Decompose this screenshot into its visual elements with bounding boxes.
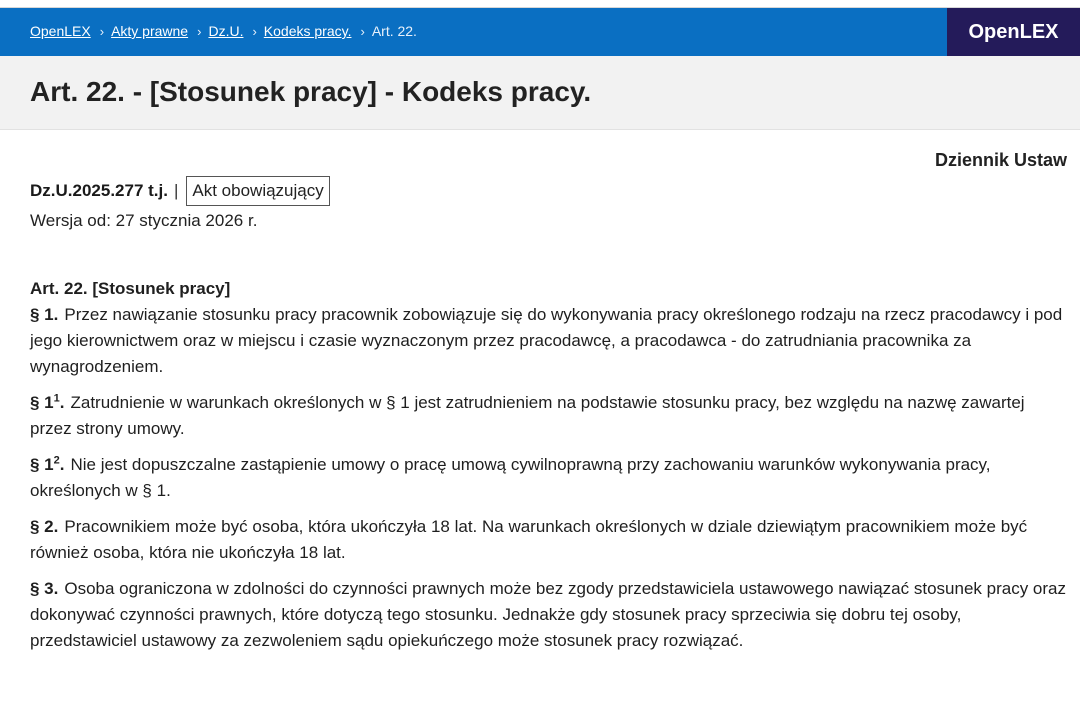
paragraph-superscript: 1 <box>53 392 60 405</box>
title-bar <box>0 56 1080 130</box>
breadcrumb-link-openlex[interactable]: OpenLEX <box>30 23 91 39</box>
paragraph-text: Osoba ograniczona w zdolności do czynności prawnych może bez zgody przedstawiciela ustawowego nawiązać stosunek pracy oraz dokonywać czynności prawnych, które dotyczą tego stosunku. Jednakże gdy stosunek pracy sprzeciwia się dobru tej osoby, przedstawiciel ustawowy za zezwoleniem sądu opiekuńczego może stosunek pracy rozwiązać. <box>30 579 1066 650</box>
paragraph-number: § 3. <box>30 579 59 598</box>
paragraph-text: Pracownikiem może być osoba, która ukończyła 18 lat. Na warunkach określonych w dziale dziewiątym pracownikiem może być również osoba, która nie ukończyła 18 lat. <box>30 517 1028 562</box>
paragraph-text: Zatrudnienie w warunkach określonych w § 1 jest zatrudnieniem na podstawie stosunku pracy, bez względu na nazwę zawartej przez strony umowy. <box>30 393 1025 438</box>
article-heading: Art. 22. [Stosunek pracy] <box>30 279 231 298</box>
brand-logo[interactable]: OpenLEX <box>947 8 1080 56</box>
paragraph <box>30 576 1070 654</box>
chevron-right-icon: › <box>197 23 202 39</box>
meta-divider: | <box>173 181 179 200</box>
paragraph <box>30 514 1070 566</box>
paragraph-number: § 1. <box>30 305 59 324</box>
breadcrumb-link-akty-prawne[interactable]: Akty prawne <box>111 23 189 39</box>
paragraph <box>30 302 1070 380</box>
paragraph <box>30 390 1070 442</box>
paragraph-superscript: 2 <box>53 454 60 467</box>
paragraph-number: § $1^2$. <box>30 454 65 474</box>
status-badge: Akt obowiązujący <box>186 176 329 206</box>
page-title: Art. 22. - [Stosunek pracy] - Kodeks pracy. <box>30 75 592 107</box>
breadcrumb-current: Art. 22. <box>371 23 417 39</box>
breadcrumb <box>0 23 417 39</box>
top-strip <box>0 0 1080 8</box>
site-header <box>0 8 1080 56</box>
article-body <box>30 276 1070 664</box>
journal-name: Dziennik Ustaw <box>934 150 1067 170</box>
chevron-right-icon: › <box>99 23 105 39</box>
chevron-right-icon: › <box>252 23 257 39</box>
paragraph-text: Nie jest dopuszczalne zastąpienie umowy o pracę umową cywilnoprawną przy zachowaniu warunków wykonywania pracy, określonych w § 1. <box>30 455 991 500</box>
chevron-right-icon: › <box>360 23 365 39</box>
paragraph <box>30 452 1070 504</box>
breadcrumb-link-kodeks-pracy[interactable]: Kodeks pracy. <box>263 23 352 39</box>
paragraph-text: Przez nawiązanie stosunku pracy pracownik zobowiązuje się do wykonywania pracy określonego rodzaju na rzecz pracodawcy i pod jego kierownictwem oraz w miejscu i czasie wyznaczonym przez pracodawcę, a pracodawca - do zatrudniania pracownika za wynagrodzeniem. <box>30 305 1063 376</box>
breadcrumb-link-dzu[interactable]: Dz.U. <box>208 23 244 39</box>
version-date: Wersja od: 27 stycznia 2026 r. <box>30 211 258 230</box>
act-reference: Dz.U.2025.277 t.j. <box>30 181 168 200</box>
act-meta <box>30 176 330 206</box>
paragraph-number: § $1^1$. <box>30 392 65 412</box>
paragraph-number: § 2. <box>30 517 59 536</box>
